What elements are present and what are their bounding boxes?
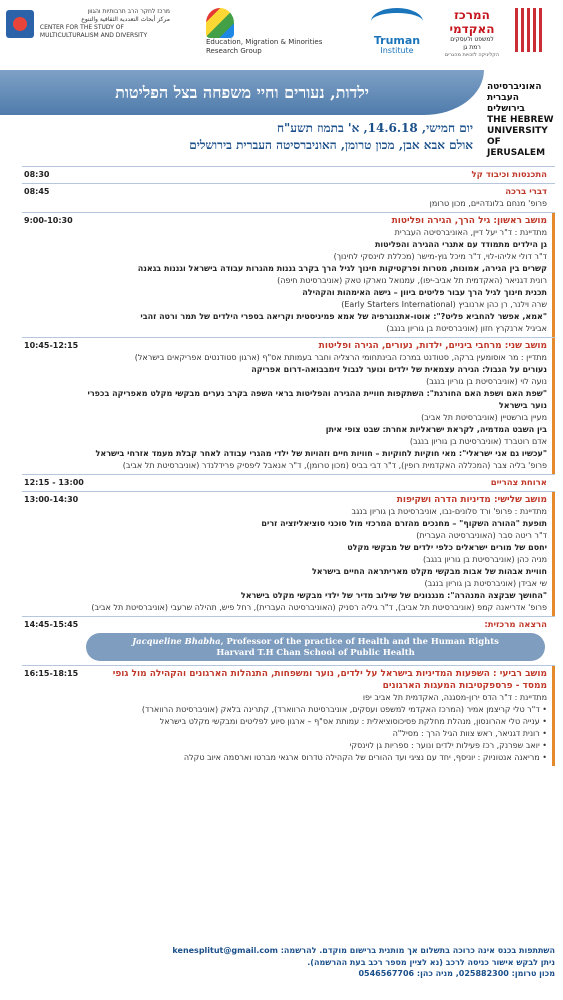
talk-title: תופעת "ההורה השקוף" – מחנכים מהזרם המרכזי מול סוכני סוציאליזציה זרים	[261, 519, 547, 528]
session-accent-bar	[552, 338, 555, 474]
talk-title: "שפת האם ושפת האם החורגת": השתקפות חוויית ההגירה והפליטות בראי השפה בקרב נערים מבקשי מקלט מאפריקה בכפרי נוער בישראל	[87, 389, 547, 410]
date-line: יום חמישי, 14.6.18, א' בתמוז תשע"ח	[276, 121, 473, 135]
center-he: מרכז לחקר הרב תרבותיות והגוון	[87, 8, 170, 15]
huji-he2: העברית	[487, 93, 519, 103]
center-en: CENTER FOR THE STUDY OF MULTICULTURALISM AND DIVERSITY	[39, 24, 148, 39]
center-ar: مركز أبحاث التعددية الثقافية والتنوع	[81, 16, 170, 23]
truman-name: Truman	[373, 34, 421, 47]
truman-logo	[367, 8, 427, 55]
session-body	[86, 477, 555, 489]
emr-book-icon	[206, 8, 234, 38]
session-time: 13:00-14:30	[24, 495, 79, 504]
acad-sub1: למשפט ולעסקים	[450, 36, 494, 43]
session-title: הרצאה מרכזית:	[484, 620, 547, 630]
session-accent-bar	[552, 213, 555, 337]
panelist: • ענייה טלי אהרונסון, מנהלת מחלקת פסיכוסוציאלית : עמותת אס"ף – ארגון סיוע לפליטים ומבקשי מקלט בישראל	[86, 716, 547, 728]
program-row	[22, 166, 555, 183]
talk-title: נעורים על הגבול: הגירה עצמאית של ילדים ונוער לגבול זימבבואה-דרום אפריקה	[251, 365, 547, 374]
session-title: מושב ראשון: גיל הרך, הגירה ופליטות	[391, 216, 547, 226]
session-body	[86, 186, 555, 210]
talk-title: גן הילדים מתמודד עם אתגרי ההגירה והפליטות	[374, 240, 547, 249]
talk-title: יחסם של מורים ישראלים כלפי ילדים של מבקשי מקלט	[347, 543, 547, 552]
academic-center-logo	[433, 8, 511, 59]
session-title: מושב רביעי : השפעות המדיניות בישראל על ילדים, נוער ומשפחות, התנהלות הארגונים והקהילה מול גופי ממסד - פרספקטיבות המעגות הארגונים	[112, 669, 547, 691]
talk-title: "עכשיו גם אני ישראלי": מאי חוקיות לחוקיות – חוויות חיים וזהויות של ילדי מהגרי עבודה לאחר קבלת מעמד אזרחי בישראל	[95, 449, 547, 458]
huji-en2: UNIVERSITY	[487, 126, 548, 136]
talk-speakers: שי אבידן (אוניברסיטת בן גוריון בנגב)	[424, 579, 547, 588]
talk-speakers: פרופ' אדריאנה קמפ (אוניברסיטת תל אביב), ד"ר גיליה רסניק (האוניברסיטה העברית), רחל פיש, תהילה שרעבי (אוניברסיטת תל אביב)	[91, 603, 547, 612]
program-row	[22, 183, 555, 212]
talk-speakers: אדם רוטברד (אוניברסיטת בן גוריון בנגב)	[409, 437, 547, 446]
acad-clinic: הקליניקה לזכויות מהגרים	[444, 52, 500, 58]
session-time: 10:45-12:15	[24, 341, 79, 350]
venue-line: אולם אבא אבן, מכון טרומן, האוניברסיטה העברית בירושלים	[189, 138, 473, 152]
emr-logo	[206, 8, 356, 56]
session-moderator: מתדיינת : פרופ' ורד סלונים-נבו, אוניברסיטת בן גוריון בנגב	[351, 507, 547, 516]
session-time: 12:15 - 13:00	[24, 478, 84, 487]
talk-title: "אמא, אפשר להחביא פליט?": אוטו-אתנוגרפיה של אמא פמיניסטית וקריאה בספרי הילדים של תמר ורטה זהבי	[140, 312, 547, 321]
huji-he1: האוניברסיטה	[487, 82, 542, 92]
talk-title: תכנית חינוך לגיל הרך עבור פליטים ביוון – גישה האימהות והקהילה	[302, 288, 547, 297]
huji-en3: OF JERUSALEM	[487, 137, 546, 158]
session-moderator: מתדיין : מר אוסומעין ברקה, סטודנט במרכז הבינתחומי הרצליה וחבר בעמותת אס"ף (ארגון סטודנטים אפריקאים בישראל)	[134, 353, 547, 362]
car-entry-note: ניתן לבקש אישור כניסה לרכב (נא לציין מספר רכב בעת ההרשמה).	[307, 957, 555, 967]
contact-phones: מכון טרומן: 025882300, מניה כהן: 0546567706	[358, 969, 555, 978]
acad-name: המרכז האקדמי	[449, 8, 495, 36]
huji-logo-text	[487, 82, 557, 159]
program-row	[22, 665, 555, 766]
talk-speakers: שרה וילנר, רן כהן ארנוביץ (Early Starters International)	[341, 300, 547, 309]
session-time: 16:15-18:15	[24, 669, 79, 678]
session-body	[86, 340, 555, 472]
talk-speakers: מניה כהן (אוניברסיטת בן גוריון בנגב)	[422, 555, 547, 564]
session-moderator: מתדיינת : ד"ר הדס ירון-מסגנה, האקדמית תל אביב יפו	[362, 693, 547, 702]
program-schedule	[22, 166, 555, 766]
session-body	[86, 215, 555, 335]
huji-en1: THE HEBREW	[487, 115, 554, 125]
talk-title: קשרים בין הגירה, אמונות, מטרות ופרקטיקות חינוך לגיל הרך בקרב גננות מהגרות עבודה בישראל וגננות בגאנה	[137, 264, 547, 273]
session-body	[86, 619, 555, 663]
session-title: ארוחת צהריים	[490, 478, 547, 488]
session-title: מושב שלישי: מדיניות הדרה ושקיפות	[396, 495, 547, 505]
multiculturalism-center-logo	[6, 8, 176, 40]
session-title: מושב שני: מרחבי ביניים, ילדות, נעורים, הגירה ופליטות	[318, 341, 547, 351]
talk-title: חוויית אבהות של אבות מבקשי מקלט מאריתראה החיים בישראל	[311, 567, 547, 576]
panelist: • ד"ר טלי קריצמן אמיר (המרכז האקדמי למשפט ועסקים, אוניברסיטת הרווארד), קתרינה בלאק (אוניברסיטת הרווארד)	[86, 704, 547, 716]
panelist: • מריאנה אנטוניוק : יוניסף, יחד עם נציגי ועד ההורים של הקהילה טדרוס ארגאי מברטו וארסמה איוב טקלה	[86, 752, 547, 764]
truman-arc-icon	[371, 8, 423, 35]
session-title: דברי ברכה	[505, 187, 547, 197]
keynote-title: , Professor of the practice of Health and the Human Rights	[220, 636, 499, 646]
program-row	[22, 616, 555, 665]
emr-line1: Education, Migration & Minorities	[206, 38, 323, 46]
talk-title: בין השבט המדמיה, לקראת ישראליות אחרת: שבט צופי איתן	[325, 425, 547, 434]
session-line: פרופ' מנחם בלונדהיים, מכון טרומן	[429, 199, 547, 208]
session-accent-bar	[552, 666, 555, 766]
session-body	[86, 169, 555, 181]
date-venue	[43, 120, 473, 154]
truman-institute: Institute	[380, 46, 414, 55]
session-time: 08:45	[24, 187, 50, 196]
talk-speakers: ד"ר דולי אליהו-לוי, ד"ר מיכל גוץ-מישר (מכללת לוינסקי לחינוך)	[333, 252, 547, 261]
registration-note: השתתפות בכנס אינה כרוכה בתשלום אך מותנית ברישום מוקדם. להרשמה:	[280, 946, 555, 955]
center-mark-icon	[6, 10, 34, 38]
emr-line2: Research Group	[206, 47, 262, 55]
talk-speakers: נועה לוי (אוניברסיטת בן גוריון בנגב)	[426, 377, 547, 386]
talk-title: "החושך שבקצה המנהרה": מנגנונים של שילוב מדיר של ילדי מבקשי מקלט בישראל	[240, 591, 547, 600]
session-accent-bar	[552, 492, 555, 616]
panelist: • רונית דגניאר, ראש צוות הגיל הרך : מסיל"ה	[86, 728, 547, 740]
session-body	[86, 494, 555, 614]
talk-speakers: פרופ' בליה צבר (המכללה האקדמית רופין), ד"ר דבי בביס (מכון טרומן), ד"ר אנאבל ליפסיק פרידלנדר (אוניברסיטת תל אביב)	[122, 461, 547, 470]
keynote-box	[86, 633, 545, 661]
keynote-name: Jacqueline Bhabha	[132, 636, 221, 646]
huji-menorah-icon	[511, 8, 555, 52]
logo-strip	[0, 0, 563, 70]
session-time: 08:30	[24, 170, 50, 179]
registration-footer	[8, 945, 555, 980]
registration-email-link[interactable]: kenesplitut@gmail.com	[172, 946, 278, 955]
talk-speakers: רונית דגניאר (האקדמית תל אביב-יפו), עמנואל נוארקו טאק (אוניברסיטת חיפה)	[277, 276, 547, 285]
acad-sub2: רמת גן	[463, 44, 481, 51]
program-row	[22, 491, 555, 616]
program-row	[22, 212, 555, 337]
session-time: 14:45-15:45	[24, 620, 79, 629]
panelist: • יואב שפרנק, רכז פעילות ילדים ונוער : ספריות גן לוינסקי	[86, 740, 547, 752]
talk-speakers: ד"ר ריטה סבר (האוניברסיטה העברית)	[416, 531, 547, 540]
keynote-school: Harvard T.H Chan School of Public Health	[216, 647, 415, 657]
program-row	[22, 337, 555, 474]
program-row	[22, 474, 555, 491]
huji-he3: בירושלים	[487, 104, 525, 114]
conference-title-banner: ילדות, נעורים וחיי משפחה בצל הפליטות	[0, 70, 484, 115]
session-title: התכנסות וכיבוד קל	[471, 170, 547, 180]
session-body	[86, 668, 555, 764]
session-time: 9:00-10:30	[24, 216, 73, 225]
session-moderator: מתדיינת : ד"ר יעל דיין, האוניברסיטה העברית	[394, 228, 547, 237]
talk-speakers: מעיין בורשטיין (אוניברסיטת תל אביב)	[421, 413, 547, 422]
talk-speakers: אביגיל ארנקרץ חזון (אוניברסיטת בן גוריון בנגב)	[386, 324, 547, 333]
